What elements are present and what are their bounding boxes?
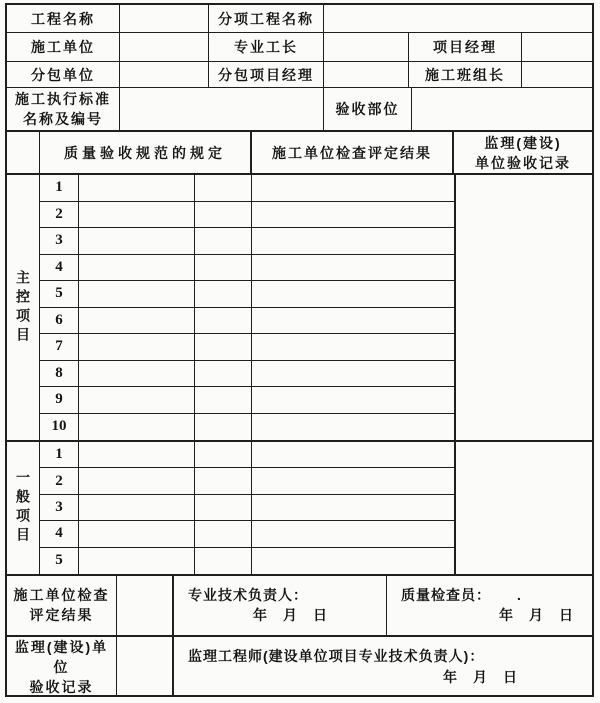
supervisor-record-cell-general[interactable] [456,442,592,574]
row-number: 6 [40,308,79,334]
spec-cell[interactable] [79,255,195,281]
main-items-section [7,175,592,442]
result-cell[interactable] [252,414,454,441]
result-cell[interactable] [252,281,454,307]
subcontract-manager-label: 分包项目经理 [209,62,324,87]
tech-lead-title: 专业技术负责人： [188,586,308,603]
result-cell[interactable] [252,175,454,201]
row-number: 2 [40,468,79,493]
grid-header-row [7,132,592,175]
spec-cell[interactable] [79,175,195,201]
acceptance-part-value-cell[interactable] [412,88,592,130]
spec-sub-cell[interactable] [195,334,252,360]
table-row [40,255,454,282]
row-number: 1 [40,442,79,467]
spec-sub-cell[interactable] [195,442,252,467]
spec-cell[interactable] [79,495,195,520]
table-row [40,521,454,547]
column-header-supervisor-line1: 监理(建设) [484,134,562,151]
supervisor-engineer-sign-cell[interactable] [174,637,592,697]
result-cell[interactable] [252,255,454,281]
subcontract-manager-value-cell[interactable] [324,62,409,87]
subitem-name-label: 分项工程名称 [209,5,324,32]
row-number: 7 [40,334,79,360]
supervision-label-line1: 监理(建设)单位 [14,638,109,675]
construction-unit-label: 施工单位 [7,33,120,61]
info-row-standard [7,88,592,132]
check-result-value-cell[interactable] [117,576,174,635]
table-row [40,442,454,468]
supervision-label-line2: 验收记录 [29,678,94,695]
acceptance-record-table [5,3,594,697]
spec-sub-cell[interactable] [195,361,252,387]
spec-sub-cell[interactable] [195,202,252,228]
spec-sub-cell[interactable] [195,468,252,493]
project-name-label: 工程名称 [7,5,120,32]
row-number: 3 [40,495,79,520]
inspector-sign-cell[interactable] [387,576,592,635]
row-number: 1 [40,175,79,201]
standard-label [7,88,120,130]
result-cell[interactable] [252,228,454,254]
table-row [40,175,454,202]
general-items-section-label-cell [7,442,40,574]
result-cell[interactable] [252,361,454,387]
check-result-label-line1: 施工单位检查 [13,587,110,604]
subcontractor-value-cell[interactable] [120,62,209,87]
spec-sub-cell[interactable] [195,521,252,546]
construction-unit-value-cell[interactable] [120,33,209,61]
crew-leader-label: 施工班组长 [409,62,522,87]
spec-cell[interactable] [79,281,195,307]
supervisor-record-cell-main[interactable] [456,175,592,440]
supervisor-engineer-title: 监理工程师(建设单位项目专业技术负责人)： [188,647,485,664]
spec-sub-cell[interactable] [195,308,252,334]
inspector-stray-dot: . [517,586,521,603]
standard-value-cell[interactable] [120,88,324,130]
table-row [40,468,454,494]
spec-sub-cell[interactable] [195,414,252,441]
result-cell[interactable] [252,202,454,228]
spec-cell[interactable] [79,361,195,387]
result-cell[interactable] [252,442,454,467]
check-result-label-line2: 评定结果 [29,607,94,624]
project-name-value-cell[interactable] [120,5,209,32]
row-number: 3 [40,228,79,254]
result-cell[interactable] [252,548,454,574]
table-row [40,361,454,388]
result-cell[interactable] [252,521,454,546]
column-header-supervisor [454,132,592,173]
project-manager-value-cell[interactable] [522,33,592,61]
result-cell[interactable] [252,387,454,413]
spec-cell[interactable] [79,468,195,493]
table-row [40,281,454,308]
row-number: 5 [40,281,79,307]
inspector-date: 年 月 日 [499,606,574,623]
spec-sub-cell[interactable] [195,255,252,281]
table-row [40,414,454,441]
result-cell[interactable] [252,468,454,493]
footer-check-result-row [7,576,592,637]
row-number: 8 [40,361,79,387]
spec-cell[interactable] [79,521,195,546]
supervisor-date: 年 月 日 [443,668,518,685]
spec-cell[interactable] [79,548,195,574]
main-items-rows [40,175,456,440]
spec-sub-cell[interactable] [195,228,252,254]
acceptance-part-label: 验收部位 [324,88,412,130]
info-row-subcontractor [7,62,592,88]
table-row [40,548,454,574]
supervision-value-cell[interactable] [117,637,174,697]
tech-lead-sign-cell[interactable] [174,576,387,635]
inspector-title-line [401,585,582,605]
crew-leader-value-cell[interactable] [522,62,592,87]
spec-cell[interactable] [79,387,195,413]
inspector-title: 质量检查员： [401,586,491,603]
footer-supervision-row [7,637,592,697]
spec-sub-cell[interactable] [195,175,252,201]
result-cell[interactable] [252,308,454,334]
spec-cell[interactable] [79,228,195,254]
spec-sub-cell[interactable] [195,387,252,413]
table-row [40,202,454,229]
supervision-label [7,637,117,697]
info-row-construction-unit [7,33,592,62]
spec-cell[interactable] [79,202,195,228]
row-number: 4 [40,255,79,281]
spec-cell[interactable] [79,442,195,467]
row-number: 4 [40,521,79,546]
tech-lead-date: 年 月 日 [253,606,328,623]
main-items-section-label-cell [7,175,40,440]
spec-cell[interactable] [79,414,195,441]
general-items-section [7,442,592,576]
subitem-name-value-cell[interactable] [324,5,592,32]
row-number: 9 [40,387,79,413]
foreman-label: 专业工长 [209,33,324,61]
general-items-rows [40,442,456,574]
spec-cell[interactable] [79,334,195,360]
row-number: 5 [40,548,79,574]
check-result-label [7,576,117,635]
grid-header-corner-cell [7,132,40,173]
table-row [40,387,454,414]
column-header-supervisor-line2: 单位验收记录 [475,154,571,171]
info-row-project [7,5,592,33]
spec-sub-cell[interactable] [195,495,252,520]
row-number: 2 [40,202,79,228]
table-row [40,228,454,255]
main-items-section-label: 主控项目 [15,269,31,346]
column-header-spec: 质量验收规范的规定 [40,132,252,173]
standard-label-line1: 施工执行标准 [15,91,111,107]
table-row [40,334,454,361]
spec-sub-cell[interactable] [195,281,252,307]
project-manager-label: 项目经理 [409,33,522,61]
result-cell[interactable] [252,495,454,520]
general-items-section-label: 一般项目 [15,469,31,546]
result-cell[interactable] [252,334,454,360]
spec-sub-cell[interactable] [195,548,252,574]
foreman-value-cell[interactable] [324,33,409,61]
column-header-result: 施工单位检查评定结果 [252,132,454,173]
subcontractor-label: 分包单位 [7,62,120,87]
spec-cell[interactable] [79,308,195,334]
standard-label-line2: 名称及编号 [23,111,103,127]
table-row [40,495,454,521]
table-row [40,308,454,335]
row-number: 10 [40,414,79,441]
